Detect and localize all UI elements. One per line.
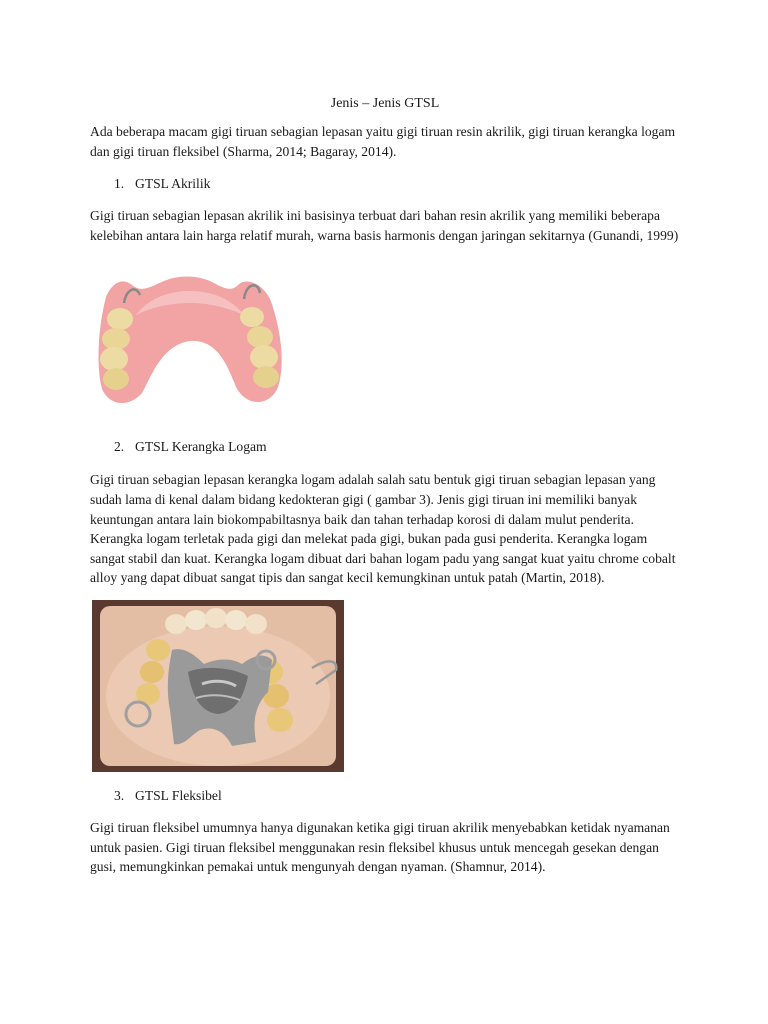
metal-frame-denture-icon [92,600,344,772]
section-heading-kerangka-logam [114,437,680,456]
document-page [90,94,680,877]
section-heading-akrilik [114,174,680,193]
section-title: GTSL Akrilik [135,176,211,192]
intro-paragraph: Ada beberapa macam gigi tiruan sebagian lepasan yaitu gigi tiruan resin akrilik, gigi tiruan kerangka logam dan gigi tiruan fleksibel (Sharma, 2014; Bagaray, 2014). [90,124,676,159]
metal-frame-denture-photo [92,600,344,772]
document-title: Jenis – Jenis GTSL [330,96,440,111]
acrylic-denture-icon [90,257,290,421]
section-number: 3. [114,787,125,803]
section-number: 1. [114,176,125,192]
section-number: 2. [114,439,125,455]
section-title: GTSL Kerangka Logam [135,439,267,455]
section-heading-fleksibel [114,786,680,805]
section-body-akrilik: Gigi tiruan sebagian lepasan akrilik ini basisinya terbuat dari bahan resin akrilik yang memiliki beberapa kelebihan antara lain harga relatif murah, warna basis harmonis dengan jaringan sekitarnya (Gunandi, 1999) [90,208,679,243]
section-body-fleksibel: Gigi tiruan fleksibel umumnya hanya digunakan ketika gigi tiruan akrilik menyebabkan ketidak nyamanan untuk pasien. Gigi tiruan fleksibel menggunakan resin fleksibel khusus untuk mencegah gesekan dengan gusi, memungkinkan pemakai untuk mengunyah dengan nyaman. (Shamnur, 2014). [90,819,670,875]
acrylic-denture-photo [90,257,290,421]
section-title: GTSL Fleksibel [135,787,222,803]
section-body-kerangka-logam: Gigi tiruan sebagian lepasan kerangka logam adalah salah satu bentuk gigi tiruan sebagian lepasan yang sudah lama di kenal dalam bidang kedokteran gigi ( gambar 3). Jenis gigi tiruan ini memiliki banyak keuntungan antara lain biokompabiltasnya baik dan tahan terhadap korosi di dalam mulut penderita. Kerangka logam terletak pada gigi dan melekat pada gigi, bukan pada gusi penderita. Kerangka logam sangat stabil dan kuat. Kerangka logam dibuat dari bahan logam padu yang sangat kuat yaitu chrome cobalt alloy yang dapat dibuat sangat tipis dan sangat kecil kemungkinan untuk patah (Martin, 2018). [90,472,676,586]
